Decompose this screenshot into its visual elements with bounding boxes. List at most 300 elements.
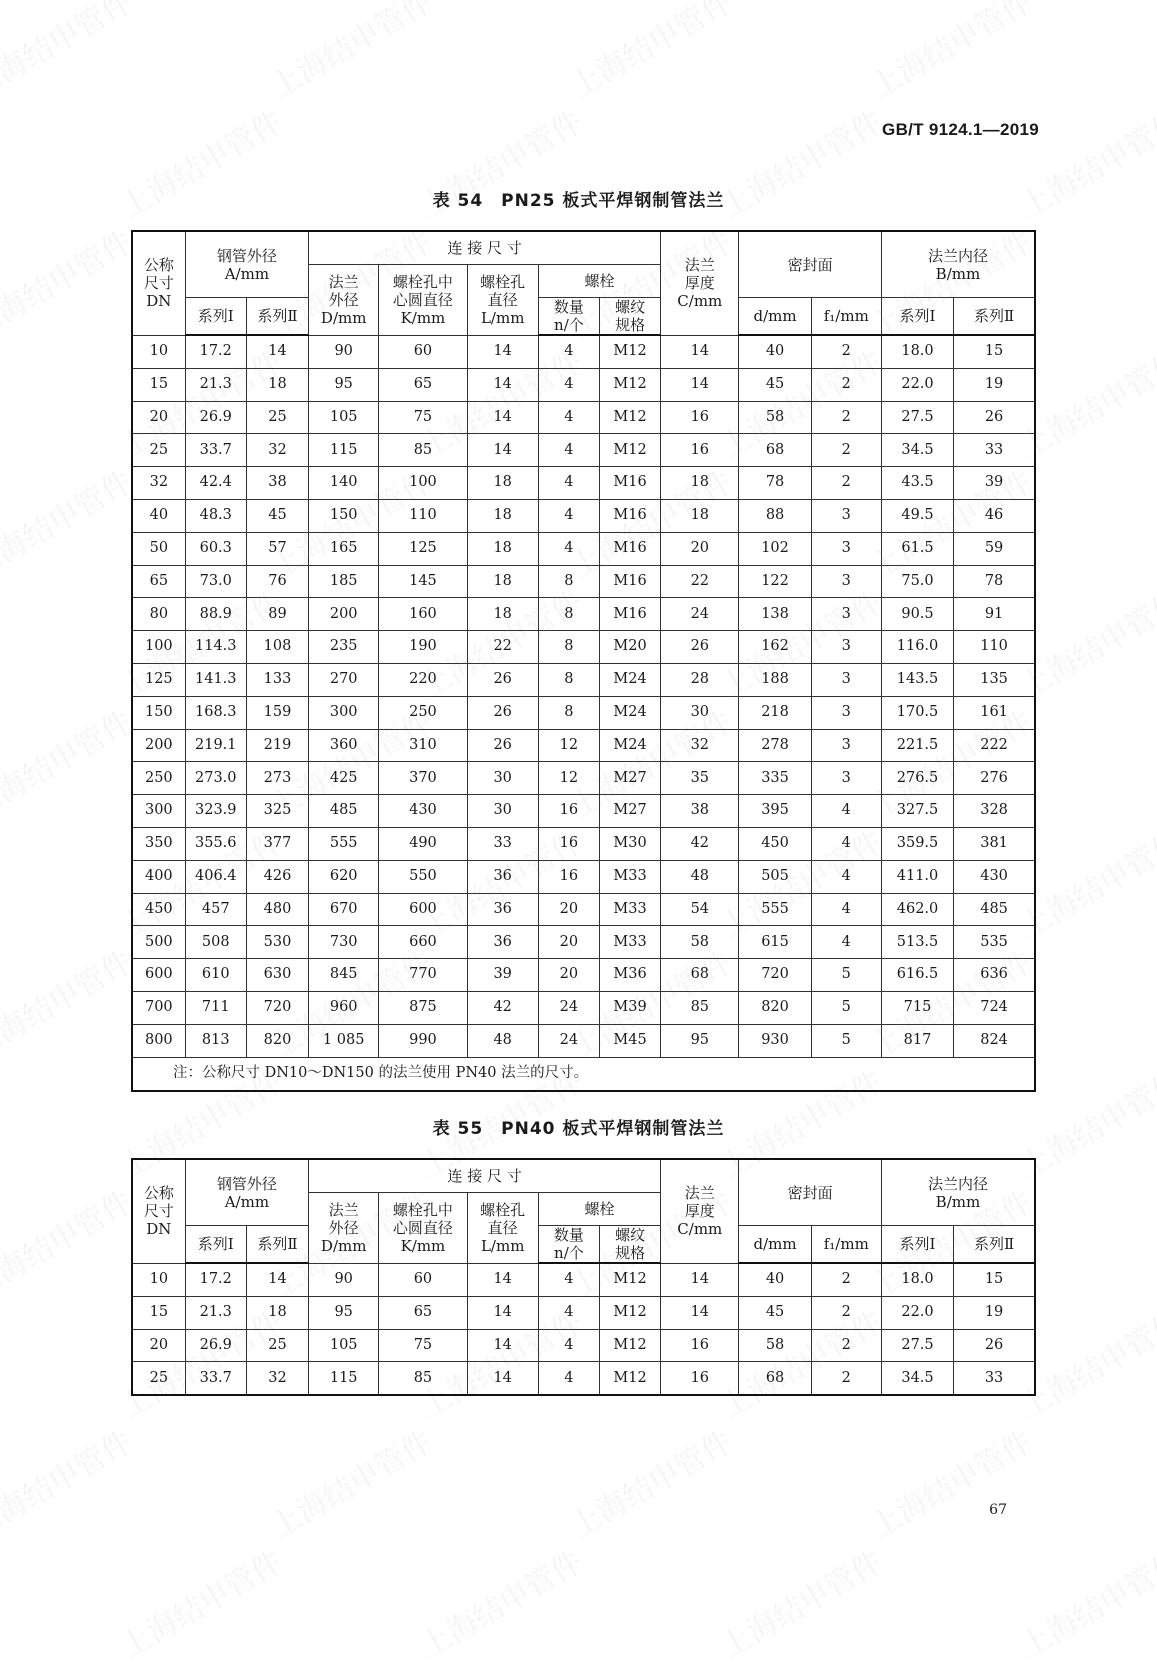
table-row (132, 893, 1035, 926)
table-cell: 20 (661, 532, 739, 565)
table-cell: 75.0 (881, 565, 953, 598)
table-cell: 26 (954, 1329, 1035, 1362)
table-cell: 15 (132, 1296, 185, 1329)
header-dn: 公称 尺寸 DN (132, 231, 185, 335)
table-cell: 30 (467, 795, 538, 828)
table-cell: 250 (132, 762, 185, 795)
table-cell: 2 (811, 1362, 881, 1395)
table-cell: 110 (379, 499, 467, 532)
table-cell: M39 (599, 991, 660, 1024)
table-cell: 88.9 (185, 598, 246, 631)
table-cell: 38 (661, 795, 739, 828)
table-cell: 54 (661, 893, 739, 926)
table-cell: 42 (467, 991, 538, 1024)
table-cell: 426 (246, 860, 308, 893)
table-cell: 78 (739, 467, 811, 500)
table-cell: 25 (246, 1329, 308, 1362)
table-cell: 34.5 (881, 434, 953, 467)
table-cell: 930 (739, 1024, 811, 1057)
table-cell: 50 (132, 532, 185, 565)
table-cell: 159 (246, 696, 308, 729)
table-cell: 14 (467, 1263, 538, 1296)
table-cell: 711 (185, 991, 246, 1024)
table-cell: M30 (599, 827, 660, 860)
table-cell: 5 (811, 1024, 881, 1057)
table-cell: 485 (954, 893, 1035, 926)
table-cell: 140 (309, 467, 379, 500)
table-cell: 2 (811, 1329, 881, 1362)
table-cell: 25 (246, 401, 308, 434)
table-cell: 16 (661, 1329, 739, 1362)
table-cell: M12 (599, 1296, 660, 1329)
watermark-text (0, 218, 139, 346)
table-cell: 2 (811, 1296, 881, 1329)
table-row (132, 631, 1035, 664)
table-cell: 14 (467, 368, 538, 401)
table-row (132, 467, 1035, 500)
table-cell: 14 (467, 434, 538, 467)
table-cell: 620 (309, 860, 379, 893)
table-cell: 425 (309, 762, 379, 795)
table-cell: 40 (132, 499, 185, 532)
watermark-text (0, 938, 139, 1066)
table-cell: M12 (599, 401, 660, 434)
table-cell: 22.0 (881, 1296, 953, 1329)
header-thickness: 法兰 厚度 C/mm (661, 1159, 739, 1263)
table-cell: 720 (739, 959, 811, 992)
table-cell: 3 (811, 499, 881, 532)
header-thread: 螺纹 规格 (599, 298, 660, 336)
table-cell: 875 (379, 991, 467, 1024)
table-cell: 770 (379, 959, 467, 992)
table-row (132, 1362, 1035, 1395)
table-cell: 8 (538, 565, 599, 598)
table-cell: 28 (661, 663, 739, 696)
table-cell: 3 (811, 729, 881, 762)
table-cell: 406.4 (185, 860, 246, 893)
header-inner-dia: 法兰内径 B/mm (881, 231, 1035, 298)
header-seal: 密封面 (739, 231, 881, 298)
table-cell: 40 (739, 335, 811, 368)
header-seal-d: d/mm (739, 298, 811, 336)
table-cell: 10 (132, 335, 185, 368)
watermark-text (411, 1538, 589, 1666)
table-cell: 38 (246, 467, 308, 500)
table-cell: 168.3 (185, 696, 246, 729)
table-cell: 359.5 (881, 827, 953, 860)
table-cell: 18 (246, 1296, 308, 1329)
table-cell: 17.2 (185, 1263, 246, 1296)
table-row (132, 860, 1035, 893)
table-cell: 200 (132, 729, 185, 762)
table-cell: 2 (811, 434, 881, 467)
table-cell: 48.3 (185, 499, 246, 532)
table-row (132, 696, 1035, 729)
table-row (132, 795, 1035, 828)
table-cell: 116.0 (881, 631, 953, 664)
table-cell: 485 (309, 795, 379, 828)
table-cell: M27 (599, 795, 660, 828)
table-cell: 550 (379, 860, 467, 893)
table-cell: 615 (739, 926, 811, 959)
table-cell: 75 (379, 401, 467, 434)
table-cell: 14 (661, 335, 739, 368)
header-seal-f1: f₁/mm (811, 1226, 881, 1264)
table-cell: 395 (739, 795, 811, 828)
table-cell: 462.0 (881, 893, 953, 926)
table-cell: 14 (661, 1263, 739, 1296)
table-cell: 21.3 (185, 1296, 246, 1329)
table-cell: 8 (538, 663, 599, 696)
table-cell: 381 (954, 827, 1035, 860)
table-cell: 457 (185, 893, 246, 926)
table-cell: 65 (379, 368, 467, 401)
table-cell: 700 (132, 991, 185, 1024)
header-inner-series-1: 系列Ⅰ (881, 298, 953, 336)
table-cell: 14 (661, 1296, 739, 1329)
table-cell: 95 (661, 1024, 739, 1057)
table-cell: 325 (246, 795, 308, 828)
table-cell: 820 (246, 1024, 308, 1057)
table-cell: 273.0 (185, 762, 246, 795)
table-cell: 411.0 (881, 860, 953, 893)
watermark-text (0, 698, 139, 826)
table-cell: 4 (538, 1263, 599, 1296)
table-cell: 430 (379, 795, 467, 828)
table-cell: 89 (246, 598, 308, 631)
table-cell: M12 (599, 1263, 660, 1296)
table-cell: 490 (379, 827, 467, 860)
table-cell: 45 (739, 368, 811, 401)
table-cell: 660 (379, 926, 467, 959)
table-cell: 14 (246, 335, 308, 368)
table-cell: 505 (739, 860, 811, 893)
table-cell: 328 (954, 795, 1035, 828)
table-row (132, 434, 1035, 467)
table-cell: 42 (661, 827, 739, 860)
table-cell: 350 (132, 827, 185, 860)
header-inner-series-1: 系列Ⅰ (881, 1226, 953, 1264)
table-cell: 4 (538, 401, 599, 434)
table-cell: 26.9 (185, 401, 246, 434)
header-bolt: 螺栓 (538, 265, 660, 298)
table-cell: 8 (538, 631, 599, 664)
header-seal: 密封面 (739, 1159, 881, 1226)
table-cell: 35 (661, 762, 739, 795)
table-cell: 78 (954, 565, 1035, 598)
table-cell: 85 (379, 434, 467, 467)
table-cell: 65 (379, 1296, 467, 1329)
table-cell: 323.9 (185, 795, 246, 828)
table-cell: 85 (379, 1362, 467, 1395)
table-cell: 4 (811, 926, 881, 959)
table-cell: 2 (811, 335, 881, 368)
header-series-1: 系列Ⅰ (185, 298, 246, 336)
table-cell: 15 (954, 335, 1035, 368)
table-cell: 114.3 (185, 631, 246, 664)
table-cell: 160 (379, 598, 467, 631)
table-cell: 310 (379, 729, 467, 762)
table-cell: 20 (132, 1329, 185, 1362)
table-cell: 68 (661, 959, 739, 992)
table-cell: 68 (739, 434, 811, 467)
watermark-text (261, 1418, 439, 1546)
header-dn: 公称 尺寸 DN (132, 1159, 185, 1263)
table-cell: 8 (538, 696, 599, 729)
table-cell: 185 (309, 565, 379, 598)
table-cell: 133 (246, 663, 308, 696)
table-cell: 145 (379, 565, 467, 598)
table-cell: 817 (881, 1024, 953, 1057)
table-cell: 4 (811, 860, 881, 893)
watermark-text (0, 1178, 139, 1306)
table-cell: 555 (309, 827, 379, 860)
table-cell: 34.5 (881, 1362, 953, 1395)
table-cell: 14 (467, 1296, 538, 1329)
table-cell: 480 (246, 893, 308, 926)
table-cell: 14 (467, 335, 538, 368)
table55-title: 表 55 PN40 板式平焊钢制管法兰 (432, 1119, 725, 1139)
header-bolt: 螺栓 (538, 1193, 660, 1226)
table-row (132, 729, 1035, 762)
table-cell: M12 (599, 1329, 660, 1362)
table-row (132, 335, 1035, 368)
table-cell: 32 (132, 467, 185, 500)
table-cell: 27.5 (881, 401, 953, 434)
header-thickness: 法兰 厚度 C/mm (661, 231, 739, 335)
header-bolt-hole: 螺栓孔 直径 L/mm (467, 265, 538, 336)
table-cell: 60 (379, 335, 467, 368)
header-seal-f1: f₁/mm (811, 298, 881, 336)
table-cell: 33 (954, 434, 1035, 467)
table-cell: 26 (954, 401, 1035, 434)
table-cell: 25 (132, 434, 185, 467)
table-cell: 143.5 (881, 663, 953, 696)
table-cell: 46 (954, 499, 1035, 532)
table-cell: 161 (954, 696, 1035, 729)
table-cell: 102 (739, 532, 811, 565)
header-thread: 螺纹 规格 (599, 1226, 660, 1264)
table-cell: 32 (246, 434, 308, 467)
table-cell: 26 (467, 696, 538, 729)
table-row (132, 499, 1035, 532)
watermark-text (111, 1538, 289, 1666)
table-row (132, 532, 1035, 565)
table-row (132, 598, 1035, 631)
table-cell: 15 (132, 368, 185, 401)
table54-note: 注：公称尺寸 DN10～DN150 的法兰使用 PN40 法兰的尺寸。 (132, 1057, 1035, 1091)
table-cell: 22 (467, 631, 538, 664)
table-cell: 235 (309, 631, 379, 664)
table-cell: 45 (739, 1296, 811, 1329)
table-cell: 250 (379, 696, 467, 729)
table-cell: 27.5 (881, 1329, 953, 1362)
table-cell: 14 (467, 1329, 538, 1362)
table-cell: 90 (309, 335, 379, 368)
table-cell: 32 (661, 729, 739, 762)
table-cell: 278 (739, 729, 811, 762)
table-cell: 3 (811, 631, 881, 664)
table-cell: 500 (132, 926, 185, 959)
table-cell: 720 (246, 991, 308, 1024)
table-cell: 90 (309, 1263, 379, 1296)
table-cell: 16 (661, 434, 739, 467)
watermark-text (561, 1418, 739, 1546)
table-cell: 65 (132, 565, 185, 598)
table-cell: 219.1 (185, 729, 246, 762)
table-cell: M45 (599, 1024, 660, 1057)
table-cell: 30 (661, 696, 739, 729)
table-cell: 16 (538, 827, 599, 860)
table-cell: 4 (811, 827, 881, 860)
table-cell: 724 (954, 991, 1035, 1024)
table-row (132, 663, 1035, 696)
table-cell: 813 (185, 1024, 246, 1057)
table-cell: 508 (185, 926, 246, 959)
table-cell: 513.5 (881, 926, 953, 959)
table-cell: 555 (739, 893, 811, 926)
table-cell: 32 (246, 1362, 308, 1395)
table-cell: 25 (132, 1362, 185, 1395)
table-cell: 4 (538, 335, 599, 368)
table-cell: 2 (811, 1263, 881, 1296)
table-cell: 221.5 (881, 729, 953, 762)
table-cell: 355.6 (185, 827, 246, 860)
table-cell: 4 (538, 1329, 599, 1362)
table-cell: 26 (467, 729, 538, 762)
table-cell: 4 (538, 467, 599, 500)
table-cell: 138 (739, 598, 811, 631)
table-cell: 33 (954, 1362, 1035, 1395)
header-inner-series-2: 系列Ⅱ (954, 1226, 1035, 1264)
table-cell: 4 (538, 1296, 599, 1329)
header-bolt-circle: 螺栓孔中 心圆直径 K/mm (379, 1193, 467, 1264)
table-cell: 33.7 (185, 434, 246, 467)
table-cell: 14 (467, 401, 538, 434)
table-cell: 80 (132, 598, 185, 631)
table-cell: M12 (599, 368, 660, 401)
table-row (132, 565, 1035, 598)
table-row (132, 762, 1035, 795)
table54-title: 表 54 PN25 板式平焊钢制管法兰 (432, 191, 725, 211)
page-number: 67 (989, 1502, 1007, 1518)
table-cell: 18 (246, 368, 308, 401)
table-cell: 165 (309, 532, 379, 565)
table-cell: 115 (309, 434, 379, 467)
table-cell: 18 (467, 532, 538, 565)
table-cell: 4 (538, 532, 599, 565)
table-cell: 100 (132, 631, 185, 664)
table-cell: 26 (661, 631, 739, 664)
table-cell: 400 (132, 860, 185, 893)
table-cell: 141.3 (185, 663, 246, 696)
header-bolt-qty: 数量 n/个 (538, 298, 599, 336)
table-cell: 33 (467, 827, 538, 860)
table-cell: 4 (538, 368, 599, 401)
table-cell: 670 (309, 893, 379, 926)
table-cell: 715 (881, 991, 953, 1024)
table-cell: 4 (538, 434, 599, 467)
table-cell: 220 (379, 663, 467, 696)
table-cell: 91 (954, 598, 1035, 631)
table-cell: 115 (309, 1362, 379, 1395)
table-cell: 3 (811, 696, 881, 729)
table-cell: 360 (309, 729, 379, 762)
table-cell: 22 (661, 565, 739, 598)
table-cell: 377 (246, 827, 308, 860)
table-cell: 135 (954, 663, 1035, 696)
table-row (132, 1296, 1035, 1329)
table-cell: 42.4 (185, 467, 246, 500)
table-cell: 110 (954, 631, 1035, 664)
table-cell: 18 (467, 598, 538, 631)
table-cell: M20 (599, 631, 660, 664)
table-cell: M12 (599, 1362, 660, 1395)
header-series-2: 系列Ⅱ (246, 298, 308, 336)
table-cell: 530 (246, 926, 308, 959)
table-cell: 122 (739, 565, 811, 598)
table-cell: 3 (811, 598, 881, 631)
table-cell: 19 (954, 1296, 1035, 1329)
table-row (132, 401, 1035, 434)
table-cell: M16 (599, 499, 660, 532)
table-cell: M24 (599, 696, 660, 729)
table-row (132, 926, 1035, 959)
table-cell: 24 (538, 991, 599, 1024)
table-cell: 45 (246, 499, 308, 532)
table-cell: M27 (599, 762, 660, 795)
watermark-text (261, 0, 439, 106)
watermark-text (0, 458, 139, 586)
table-cell: M33 (599, 860, 660, 893)
table-cell: M16 (599, 532, 660, 565)
table-cell: 188 (739, 663, 811, 696)
table-cell: 18.0 (881, 1263, 953, 1296)
table-cell: 162 (739, 631, 811, 664)
table-cell: 58 (739, 401, 811, 434)
header-pipe-od: 钢管外径 A/mm (185, 1159, 308, 1226)
table-cell: 58 (661, 926, 739, 959)
table-cell: 18 (661, 499, 739, 532)
table-cell: 16 (538, 795, 599, 828)
table-cell: 57 (246, 532, 308, 565)
table-cell: 450 (739, 827, 811, 860)
table-cell: M33 (599, 893, 660, 926)
standard-code: GB/T 9124.1—2019 (882, 120, 1039, 139)
table-cell: 95 (309, 1296, 379, 1329)
table-cell: 76 (246, 565, 308, 598)
table-cell: 12 (538, 762, 599, 795)
table-row (132, 959, 1035, 992)
watermark-text (561, 0, 739, 106)
watermark-text (861, 0, 1039, 106)
table-cell: 59 (954, 532, 1035, 565)
table-cell: 535 (954, 926, 1035, 959)
table-cell: 200 (309, 598, 379, 631)
table-cell: 40 (739, 1263, 811, 1296)
table-cell: M36 (599, 959, 660, 992)
table-cell: 150 (132, 696, 185, 729)
header-series-1: 系列Ⅰ (185, 1226, 246, 1264)
table-cell: 24 (661, 598, 739, 631)
table-cell: 150 (309, 499, 379, 532)
table-cell: 3 (811, 532, 881, 565)
table-cell: 75 (379, 1329, 467, 1362)
table-cell: 16 (538, 860, 599, 893)
table-cell: 5 (811, 959, 881, 992)
header-bolt-circle: 螺栓孔中 心圆直径 K/mm (379, 265, 467, 336)
table-cell: 270 (309, 663, 379, 696)
